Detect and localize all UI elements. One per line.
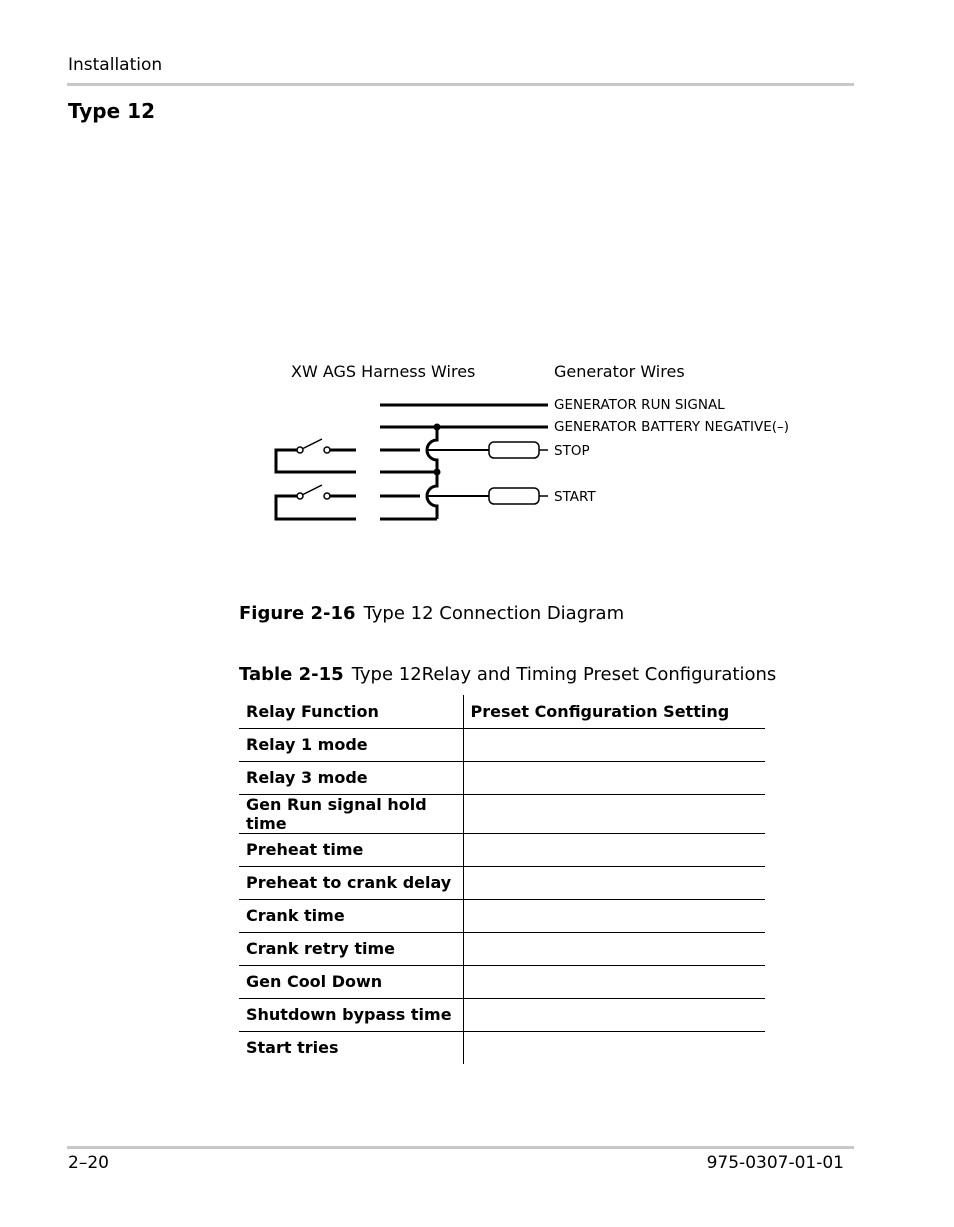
table-title: Type 12Relay and Timing Preset Configurations (351, 664, 777, 685)
table-row (239, 728, 765, 761)
table-number: Table 2-15 (239, 664, 344, 685)
label-run-signal: GENERATOR RUN SIGNAL (554, 397, 725, 413)
row-value (463, 728, 765, 761)
row-value (463, 761, 765, 794)
figure-title: Type 12 Connection Diagram (363, 603, 625, 624)
stop-solenoid (489, 442, 539, 458)
row-value (463, 1031, 765, 1064)
row-label: Crank time (239, 899, 463, 932)
relay-2-switch-arm (302, 485, 322, 495)
relay-2-terminal-b (324, 493, 330, 499)
row-label: Relay 3 mode (239, 761, 463, 794)
table-row (239, 1031, 765, 1064)
table-row (239, 998, 765, 1031)
row-value (463, 794, 765, 833)
harness-wires-heading: XW AGS Harness Wires (291, 362, 476, 381)
row-label: Preheat to crank delay (239, 866, 463, 899)
table-row (239, 899, 765, 932)
start-solenoid (489, 488, 539, 504)
relay-1-contact (276, 450, 356, 472)
document-number: 975-0307-01-01 (706, 1153, 844, 1173)
section-title: Type 12 (68, 99, 155, 123)
page-number: 2–20 (68, 1153, 109, 1173)
row-value (463, 899, 765, 932)
connection-diagram (0, 0, 954, 600)
row-value (463, 998, 765, 1031)
row-label: Shutdown bypass time (239, 998, 463, 1031)
row-label: Preheat time (239, 833, 463, 866)
label-battery-negative: GENERATOR BATTERY NEGATIVE(–) (554, 419, 790, 435)
row-label: Start tries (239, 1031, 463, 1064)
relay-1-switch-arm (302, 439, 322, 449)
table-row (239, 833, 765, 866)
table-row (239, 866, 765, 899)
footer-rule (67, 1146, 854, 1149)
label-stop: STOP (554, 443, 590, 459)
row-label: Crank retry time (239, 932, 463, 965)
table-caption (239, 664, 776, 685)
header-preset-setting: Preset Configuration Setting (463, 695, 765, 728)
relay-1-terminal-b (324, 447, 330, 453)
row-label: Relay 1 mode (239, 728, 463, 761)
figure-caption (239, 603, 624, 624)
junction-dot-2 (434, 469, 441, 476)
preset-config-table (239, 695, 765, 1064)
generator-wires-heading: Generator Wires (554, 362, 685, 381)
row-value (463, 866, 765, 899)
table-row (239, 932, 765, 965)
row-value (463, 932, 765, 965)
label-start: START (554, 489, 596, 505)
row-label: Gen Cool Down (239, 965, 463, 998)
relay-1-terminal-a (297, 447, 303, 453)
running-header: Installation (68, 55, 163, 75)
relay-2-terminal-a (297, 493, 303, 499)
table-header-row (239, 695, 765, 728)
junction-dot-1 (434, 424, 441, 431)
table-row (239, 761, 765, 794)
row-label: Gen Run signal hold time (239, 794, 463, 833)
relay-2-contact (276, 496, 356, 519)
row-value (463, 833, 765, 866)
table-row (239, 965, 765, 998)
row-value (463, 965, 765, 998)
table-row (239, 794, 765, 833)
figure-number: Figure 2-16 (239, 603, 356, 624)
header-relay-function: Relay Function (239, 695, 463, 728)
